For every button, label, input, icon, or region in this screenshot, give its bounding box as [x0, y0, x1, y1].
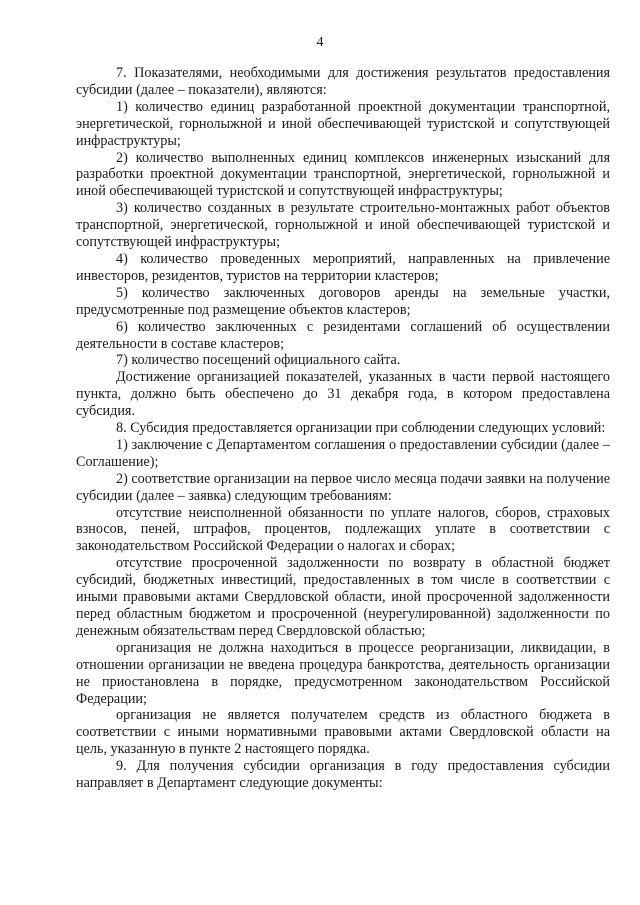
indicator-2: 2) количество выполненных единиц комплексов инженерных изысканий для разработки проектной документации транспортной, энергетической, горнолыжной и иной обеспечивающей туристской и сопутствующей инфраструктуры; — [76, 149, 610, 200]
indicator-5: 5) количество заключенных договоров аренды на земельные участки, предусмотренные под размещение объектов кластеров; — [76, 284, 610, 318]
indicator-4: 4) количество проведенных мероприятий, направленных на привлечение инвесторов, резидентов, туристов на территории кластеров; — [76, 250, 610, 284]
indicator-3: 3) количество созданных в результате строительно-монтажных работ объектов транспортной, энергетической, горнолыжной и иной обеспечивающей туристской и сопутствующей инфраструктуры; — [76, 200, 610, 251]
condition-2: 2) соответствие организации на первое число месяца подачи заявки на получение субсидии (далее – заявка) следующим требованиям: — [76, 470, 610, 504]
indicator-7: 7) количество посещений официального сайта. — [116, 352, 401, 369]
document-body — [76, 65, 610, 792]
paragraph-8-intro: 8. Субсидия предоставляется организации при соблюдении следующих условий: — [116, 420, 606, 437]
indicator-deadline: Достижение организацией показателей, указанных в части первой настоящего пункта, должно быть обеспечено до 31 декабря года, в котором предоставлена субсидия. — [76, 369, 610, 420]
requirement-no-budget-debt: отсутствие просроченной задолженности по возврату в областной бюджет субсидий, бюджетных инвестиций, предоставленных в том числе в соответствии с иными правовыми актами Свердловской области, иной просроченной задолженности перед областным бюджетом и просроченной (неурегулированной) задолженности по денежным обязательствам перед Свердловской областью; — [76, 555, 610, 639]
requirement-not-recipient: организация не является получателем средств из областного бюджета в соответствии с иными нормативными правовыми актами Свердловской области на цель, указанную в пункте 2 настоящего порядка. — [76, 707, 610, 758]
requirement-no-reorganization: организация не должна находиться в процессе реорганизации, ликвидации, в отношении организации не введена процедура банкротства, деятельность организации не приостановлена в порядке, предусмотренном законодательством Российской Федерации; — [76, 639, 610, 707]
indicator-1: 1) количество единиц разработанной проектной документации транспортной, энергетической, горнолыжной и иной обеспечивающей туристской и сопутствующей инфраструктуры; — [76, 98, 610, 149]
paragraph-7-intro: 7. Показателями, необходимыми для достижения результатов предоставления субсидии (далее – показатели), являются: — [76, 65, 610, 98]
paragraph-9-intro: 9. Для получения субсидии организация в году предоставления субсидии направляет в Департамент следующие документы: — [76, 758, 610, 792]
requirement-no-tax-debt: отсутствие неисполненной обязанности по уплате налогов, сборов, страховых взносов, пеней, штрафов, процентов, подлежащих уплате в соответствии с законодательством Российской Федерации о налогах и сборах; — [76, 504, 610, 555]
page-number: 4 — [316, 35, 324, 50]
condition-1: 1) заключение с Департаментом соглашения о предоставлении субсидии (далее – Соглашение); — [76, 436, 610, 470]
indicator-6: 6) количество заключенных с резидентами соглашений об осуществлении деятельности в составе кластеров; — [76, 318, 610, 352]
